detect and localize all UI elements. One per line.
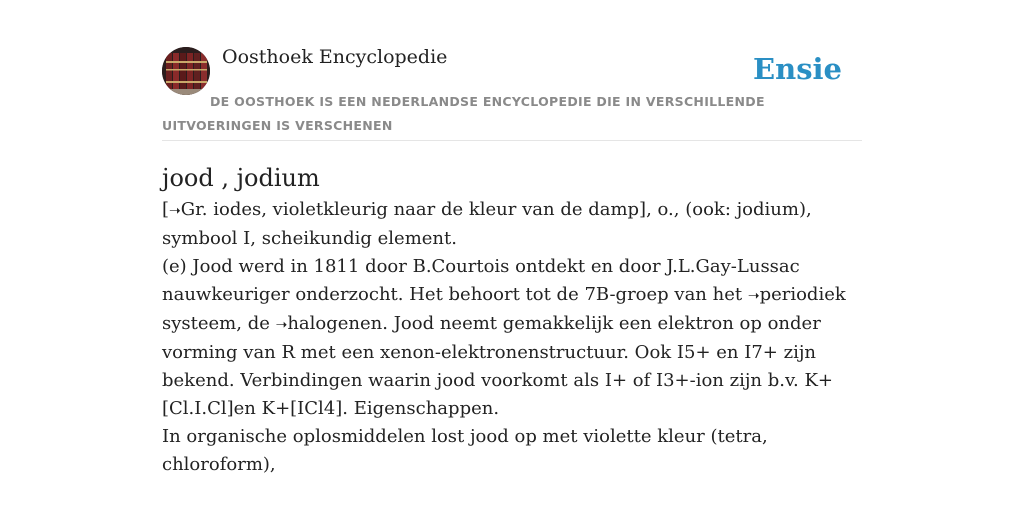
xref-label: halogenen [287,313,383,334]
xref-link-halogenen[interactable] [276,313,383,334]
paragraph-etymology [162,196,862,253]
paragraph-description [162,253,862,423]
paragraph-properties: In organische oplosmiddelen lost jood op met violette kleur (tetra, chloroform), [162,426,768,475]
arrow-right-icon: ➝ [169,203,181,219]
site-title-link[interactable]: Oosthoek Encyclopedie [222,46,448,68]
text-fragment: [ [162,199,170,220]
arrow-right-icon: ➝ [275,317,288,333]
text-fragment: (e) Jood werd in 1811 door B.Courtois ontdekt en door J.L.Gay-Lussac nauwkeuriger onderzocht. Het behoort tot de 7B-groep van het [162,256,800,305]
entry-title: jood , jodium [162,164,320,192]
xref-label: periodiek systeem [162,284,846,334]
books-icon [162,47,210,95]
article-body [162,160,862,479]
text-fragment: iodes, violetkleurig naar de kleur van de damp], o., (ook: jodium), symbool I, scheikundig element. [162,199,812,249]
xref-label: Gr. [180,199,208,220]
ensie-brand-link[interactable]: Ensie [753,52,842,86]
encyclopedia-avatar[interactable] [162,47,210,95]
text-fragment: . Jood neemt gemakkelijk een elektron op onder vorming van R met een xenon-elektronenstructuur. Ook I5+ en I7+ zijn bekend. Verbindingen waarin jood voorkomt als I+ of I3+-ion zijn b.v. K+[Cl.I.Cl]en K+[ICl4]. Eigenschappen. [162,313,833,419]
page-container [162,0,862,475]
site-header [162,0,862,141]
text-fragment: , de [236,313,276,334]
arrow-right-icon: ➝ [747,288,760,304]
xref-link-gr[interactable] [169,199,207,220]
site-tagline: DE OOSTHOEK IS EEN NEDERLANDSE ENCYCLOPEDIE DIE IN VERSCHILLENDE UITVOERINGEN IS VERSCHENEN [162,94,765,133]
